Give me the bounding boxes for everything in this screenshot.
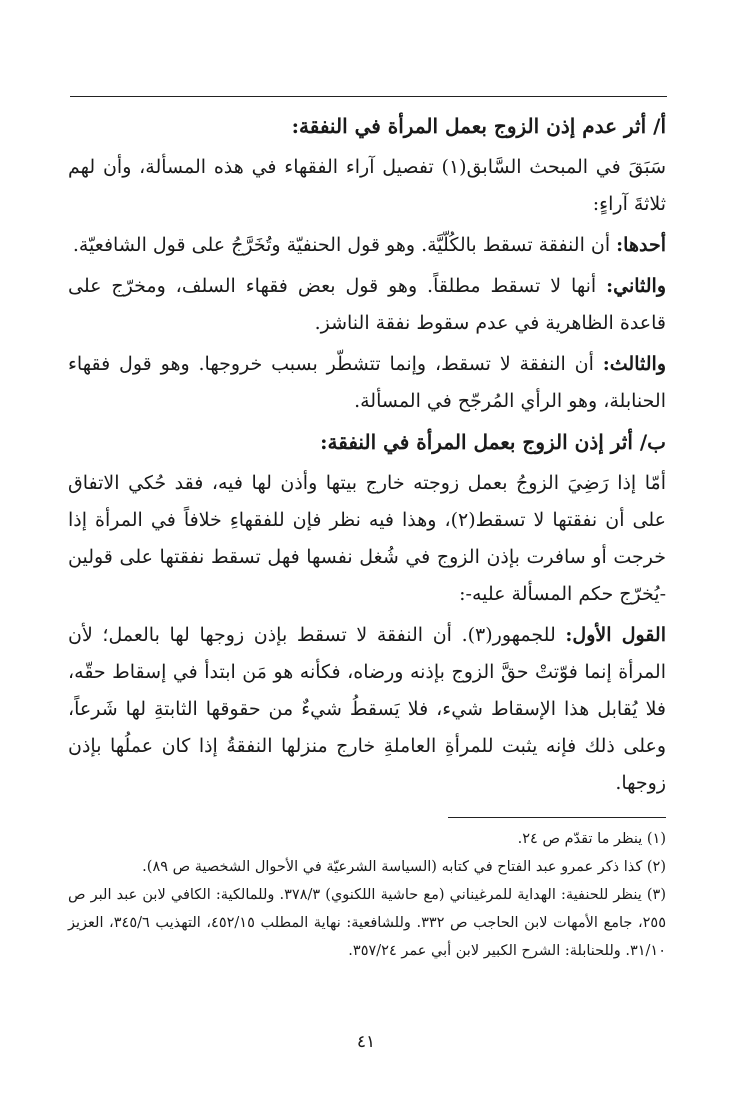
opinion-2-text: أنها لا تسقط مطلقاً. وهو قول بعض فقهاء السلف، ومخرّج على قاعدة الظاهرية في عدم سقوط نفقة الناشز.: [68, 275, 666, 334]
footnote-2: (٢) كذا ذكر عمرو عبد الفتاح في كتابه (السياسة الشرعيّة في الأحوال الشخصية ص ٨٩).: [142, 859, 666, 875]
section-heading-b: ب/ أثر إذن الزوج بعمل المرأة في النفقة:: [320, 430, 666, 454]
paragraph-b: أمّا إذا رَضِيَ الزوجُ بعمل زوجته خارج بيتها وأذن لها فيه، فقد حُكي الاتفاق على أن نفقتها لا تسقط(٢)، وهذا فيه نظر فإن للفقهاءِ خلافاً في المرأة إذا خرجت أو سافرت بإذن الزوج في شُغل نفسها فهل تسقط نفقتها على قولين -يُخرّج حكم المسألة عليه-:: [68, 472, 667, 605]
page-number: ٤١: [356, 1032, 376, 1052]
footnote-3: (٣) ينظر للحنفية: الهداية للمرغيناني (مع حاشية اللكنوي) ٣٧٨/٣. وللمالكية: الكافي لابن عبد البر ص ٢٥٥، جامع الأمهات لابن الحاجب ص ٣٣٢. وللشافعية: نهاية المطلب ٤٥٢/١٥، التهذيب ٣٤٥/٦، العزيز ٣١/١٠. وللحنابلة: الشرح الكبير لابن أبي عمر ٣٥٧/٢٤.: [68, 887, 666, 959]
footnote-rule: [448, 817, 666, 818]
opinion-3-text: أن النفقة لا تسقط، وإنما تتشطّر بسبب خروجها. وهو قول فقهاء الحنابلة، وهو الرأي المُرجّح في المسألة.: [68, 353, 666, 412]
opinion-1: [68, 227, 666, 264]
opinion-2: [68, 268, 666, 342]
main-text: [68, 108, 666, 806]
opinion-1-lead: أحدها:: [616, 234, 666, 256]
opinion-2-lead: والثاني:: [606, 275, 666, 297]
opinion-1-text: أن النفقة تسقط بالكُلّيَّة. وهو قول الحنفيّة وتُخَرَّجُ على قول الشافعيّة.: [72, 234, 617, 256]
intro-paragraph: سَبَقَ في المبحث السَّابق(١) تفصيل آراء الفقهاء في هذه المسألة، وأن لهم ثلاثةَ آراءٍ:: [68, 156, 666, 215]
top-rule: [70, 96, 667, 97]
footnotes: [68, 825, 666, 965]
section-heading-a: أ/ أثر عدم إذن الزوج بعمل المرأة في النفقة:: [291, 114, 666, 138]
first-view-lead: القول الأول:: [565, 624, 666, 646]
first-view: [68, 617, 666, 802]
first-view-text: للجمهور(٣). أن النفقة لا تسقط بإذن زوجها لها بالعمل؛ لأن المرأة إنما فوّتتْ حقَّ الزوج بإذنه ورضاه، فكأنه هو مَن ابتدأ في إسقاط حقّه، فلا يُقابل هذا الإسقاط شيء، فلا يَسقطُ شيءٌ من حقوقها الثابتةِ لها شَرعاً، وعلى ذلك فإنه يثبت للمرأةِ العاملةِ خارج منزلها النفقةُ إذا كان عملُها بإذن زوجها.: [68, 624, 666, 794]
footnote-1: (١) ينظر ما تقدّم ص ٢٤.: [517, 831, 666, 847]
opinion-3: [68, 346, 666, 420]
opinion-3-lead: والثالث:: [602, 353, 666, 375]
